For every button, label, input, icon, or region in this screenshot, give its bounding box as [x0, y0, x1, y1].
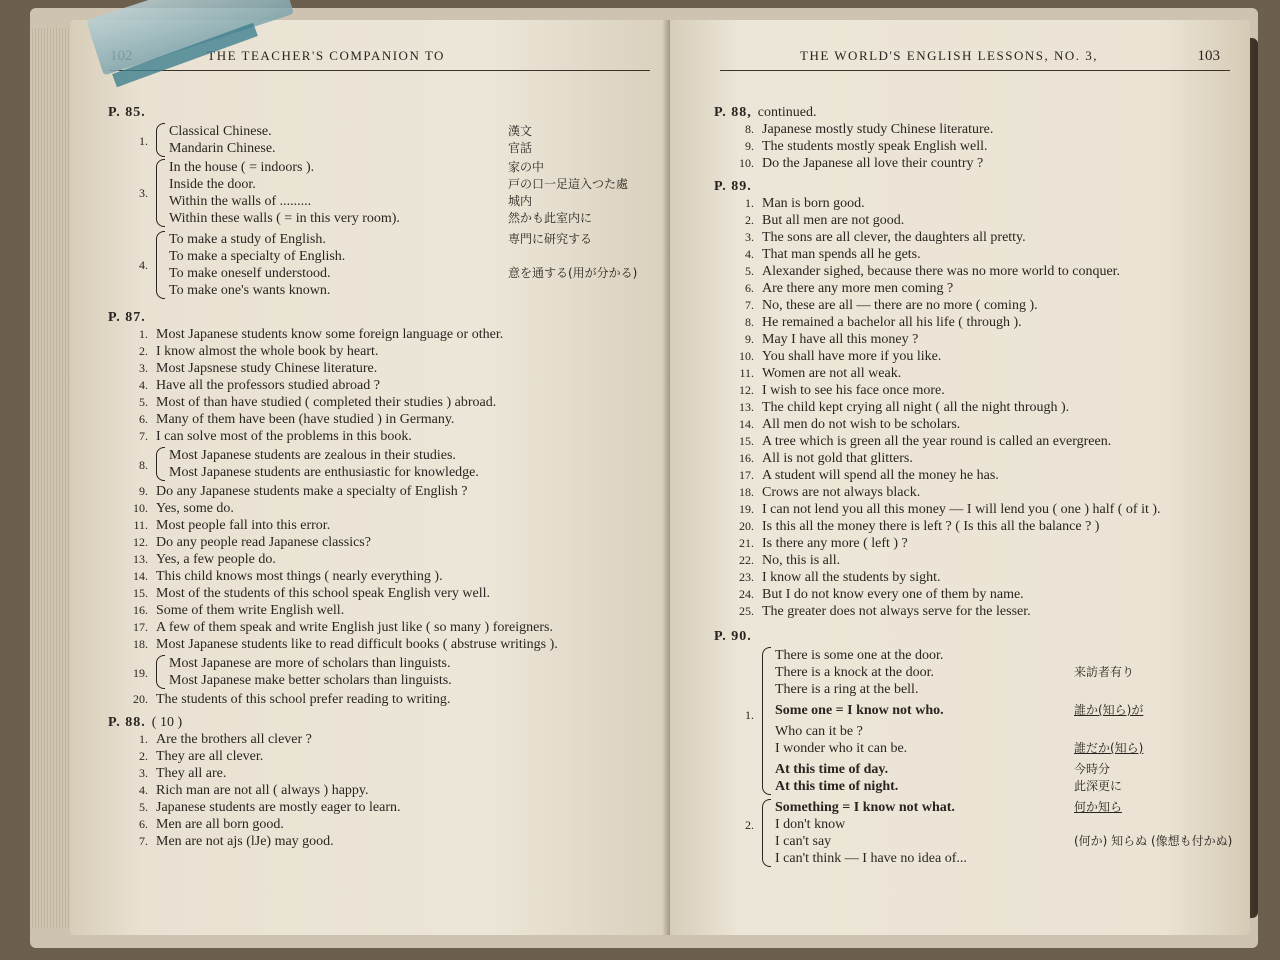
- left-page: [70, 20, 670, 935]
- brace: [156, 123, 165, 157]
- item-number: 1.: [745, 708, 754, 722]
- list-item: 3. The sons are all clever, the daughters all pretty.: [745, 230, 1026, 245]
- list-item: 21. Is there any more ( left ) ?: [739, 536, 908, 551]
- line-ja: [1074, 816, 1234, 833]
- group-85-1: [108, 123, 668, 157]
- list-item: 16. Some of them write English well.: [133, 603, 345, 618]
- list-item: 19. I can not lend you all this money — I will lend you ( one ) half ( of it ).: [739, 502, 1161, 517]
- section-subheading: ( 10 ): [151, 715, 183, 730]
- line-en: There is a ring at the bell.: [775, 682, 919, 697]
- line-en: I can't think — I have no idea of...: [775, 851, 967, 866]
- list-item: 18. Most Japanese students like to read difficult books ( abstruse writings ).: [133, 637, 558, 652]
- line-en: Most Japanese students are enthusiastic for knowledge.: [169, 465, 479, 480]
- list-item: 14. All men do not wish to be scholars.: [739, 417, 961, 432]
- line-en: Something = I know not what.: [775, 800, 955, 815]
- list-item: 7. No, these are all — there are no more ( coming ).: [745, 298, 1038, 313]
- list-item: 3. Most Japsnese study Chinese literature.: [139, 361, 378, 376]
- line-ja: 来訪者有り: [1074, 665, 1135, 679]
- line-ja: [508, 248, 668, 265]
- line-en: At this time of day.: [775, 762, 889, 777]
- line-en: I can't say: [775, 834, 832, 849]
- line-ja: 此深更に: [1074, 779, 1123, 793]
- list-item: 2. But all men are not good.: [745, 213, 905, 228]
- line-ja: 誰か(知ら)が: [1074, 703, 1144, 717]
- list-item: 12. I wish to see his face once more.: [739, 383, 945, 398]
- brace: [156, 447, 165, 481]
- line-en: Mandarin Chinese.: [169, 141, 276, 156]
- page-number: 103: [1197, 48, 1220, 64]
- line-en: At this time of night.: [775, 779, 899, 794]
- line-ja: 今時分: [1074, 762, 1111, 776]
- list-item: 5. Most of than have studied ( completed their studies ) abroad.: [139, 395, 497, 410]
- line-ja: 家の中: [508, 160, 545, 174]
- line-ja: [1074, 723, 1234, 740]
- line-en: To make a study of English.: [169, 232, 326, 247]
- left-page-content: [108, 98, 668, 850]
- line-ja: 漢文: [508, 124, 533, 138]
- list-item: 22. No, this is all.: [739, 553, 841, 568]
- line-ja: [1074, 681, 1234, 698]
- list-item: 4. Rich man are not all ( always ) happy.: [139, 783, 369, 798]
- list-item: 1. Man is born good.: [745, 196, 865, 211]
- item-number: 4.: [139, 258, 148, 272]
- list-item: 6. Many of them have been (have studied ) in Germany.: [139, 412, 455, 427]
- line-en: In the house ( = indoors ).: [169, 160, 315, 175]
- line-en: To make one's wants known.: [169, 283, 331, 298]
- group-85-4: [108, 231, 668, 299]
- line-en: I don't know: [775, 817, 846, 832]
- section-heading-text: P. 88,: [714, 105, 752, 120]
- list-item: 5. Japanese students are mostly eager to learn.: [139, 800, 401, 815]
- list-item: 2. They are all clever.: [139, 749, 264, 764]
- item-number: 19.: [133, 666, 148, 680]
- list-item: 4. Have all the professors studied abroad ?: [139, 378, 380, 393]
- line-en: To make a specialty of English.: [169, 249, 346, 264]
- list-item: 20. Is this all the money there is left ? ( Is this all the balance ? ): [739, 519, 1100, 534]
- line-en: Most Japanese students are zealous in their studies.: [169, 448, 456, 463]
- group-90-2: [714, 799, 1234, 867]
- running-head-text: THE WORLD'S ENGLISH LESSONS, NO. 3,: [800, 48, 1098, 63]
- section-heading: [108, 714, 668, 731]
- section-heading: P. 89.: [714, 179, 752, 194]
- list-item: 7. Men are not ajs (lJe) may good.: [139, 834, 334, 849]
- list-item: 11. Women are not all weak.: [739, 366, 902, 381]
- line-ja: 然かも此室内に: [508, 211, 593, 225]
- item-number: 8.: [139, 458, 148, 472]
- list-item: 17. A few of them speak and write English just like ( so many ) foreigners.: [133, 620, 553, 635]
- running-head-text: THE TEACHER'S COMPANION TO: [207, 48, 445, 63]
- list-item: 8. He remained a bachelor all his life ( through ).: [745, 315, 1022, 330]
- list-item: 7. I can solve most of the problems in this book.: [139, 429, 412, 444]
- section-heading: P. 90.: [714, 629, 752, 644]
- group-90-1: [714, 647, 1234, 795]
- section-heading-text: P. 88.: [108, 715, 146, 730]
- list-item: 5. Alexander sighed, because there was no more world to conquer.: [745, 264, 1121, 279]
- list-item: 15. A tree which is green all the year round is called an evergreen.: [739, 434, 1112, 449]
- group-85-3: [108, 159, 668, 227]
- list-item: 2. I know almost the whole book by heart.: [139, 344, 379, 359]
- header-rule: [110, 70, 650, 71]
- open-book: [30, 8, 1258, 948]
- brace: [156, 231, 165, 299]
- list-item: 25. The greater does not always serve for the lesser.: [739, 604, 1031, 619]
- brace: [762, 647, 771, 795]
- list-item: 10. Yes, some do.: [133, 501, 234, 516]
- list-item: 12. Do any people read Japanese classics?: [133, 535, 371, 550]
- list-item: 9. Do any Japanese students make a specialty of English ?: [139, 484, 468, 499]
- right-page-content: [714, 98, 1234, 869]
- line-en: Classical Chinese.: [169, 124, 272, 139]
- list-item: 6. Men are all born good.: [139, 817, 284, 832]
- line-en: Most Japanese make better scholars than linguists.: [169, 673, 452, 688]
- list-item: 13. Yes, a few people do.: [133, 552, 276, 567]
- list-item: 17. A student will spend all the money he has.: [739, 468, 999, 483]
- list-item: 1. Most Japanese students know some foreign language or other.: [139, 327, 504, 342]
- line-ja: 戸の口一足這入つた處: [508, 177, 629, 191]
- group-87-19: [108, 655, 668, 689]
- line-en: Inside the door.: [169, 177, 256, 192]
- section-heading: P. 85.: [108, 105, 146, 120]
- line-en: To make oneself understood.: [169, 266, 331, 281]
- group-87-8: [108, 447, 668, 481]
- list-item: 14. This child knows most things ( nearly everything ).: [133, 569, 443, 584]
- list-item: 1. Are the brothers all clever ?: [139, 732, 312, 747]
- list-item: 20. The students of this school prefer reading to writing.: [133, 692, 451, 707]
- line-en: There is a knock at the door.: [775, 665, 935, 680]
- line-en: There is some one at the door.: [775, 648, 944, 663]
- item-number: 3.: [139, 186, 148, 200]
- list-item: 11. Most people fall into this error.: [133, 518, 331, 533]
- list-item: 8. Japanese mostly study Chinese literature.: [745, 122, 994, 137]
- line-en: Most Japanese are more of scholars than linguists.: [169, 656, 451, 671]
- line-ja: 専門に研究する: [508, 232, 593, 246]
- list-item: 9. May I have all this money ?: [745, 332, 919, 347]
- line-ja: 城内: [508, 194, 533, 208]
- brace: [156, 655, 165, 689]
- line-ja: [508, 282, 668, 299]
- list-item: 4. That man spends all he gets.: [745, 247, 921, 262]
- list-item: 16. All is not gold that glitters.: [739, 451, 913, 466]
- list-item: 10. You shall have more if you like.: [739, 349, 942, 364]
- list-item: 13. The child kept crying all night ( all the night through ).: [739, 400, 1070, 415]
- line-ja: 意を通する(用が分かる): [508, 266, 638, 280]
- brace: [762, 799, 771, 867]
- right-page: [670, 20, 1250, 935]
- list-item: 23. I know all the students by sight.: [739, 570, 941, 585]
- brace: [156, 159, 165, 227]
- line-ja: 官話: [508, 141, 533, 155]
- item-number: 1.: [139, 134, 148, 148]
- line-en: Who can it be ?: [775, 724, 863, 739]
- line-ja: 何か知ら: [1074, 800, 1123, 814]
- list-item: 15. Most of the students of this school speak English very well.: [133, 586, 491, 601]
- list-item: 24. But I do not know every one of them by name.: [739, 587, 1024, 602]
- list-item: 9. The students mostly speak English well.: [745, 139, 988, 154]
- line-en: Some one = I know not who.: [775, 703, 944, 718]
- section-heading: [714, 104, 1234, 121]
- header-rule: [720, 70, 1230, 71]
- section-heading: P. 87.: [108, 310, 146, 325]
- list-item: 3. They all are.: [139, 766, 227, 781]
- list-item: 10. Do the Japanese all love their country ?: [739, 156, 984, 171]
- section-subheading: continued.: [757, 105, 817, 120]
- line-en: Within these walls ( = in this very room).: [169, 211, 400, 226]
- line-en: Within the walls of .........: [169, 194, 312, 209]
- item-number: 2.: [745, 818, 754, 832]
- page-edges-left: [30, 28, 72, 928]
- line-en: I wonder who it can be.: [775, 741, 908, 756]
- list-item: 18. Crows are not always black.: [739, 485, 921, 500]
- line-ja: [1074, 850, 1234, 867]
- line-ja: 誰だか(知ら): [1074, 741, 1144, 755]
- line-ja: (何か) 知らぬ (像想も付かぬ): [1074, 834, 1233, 848]
- right-running-head: [720, 48, 1230, 65]
- line-ja: [1074, 647, 1234, 664]
- list-item: 6. Are there any more men coming ?: [745, 281, 954, 296]
